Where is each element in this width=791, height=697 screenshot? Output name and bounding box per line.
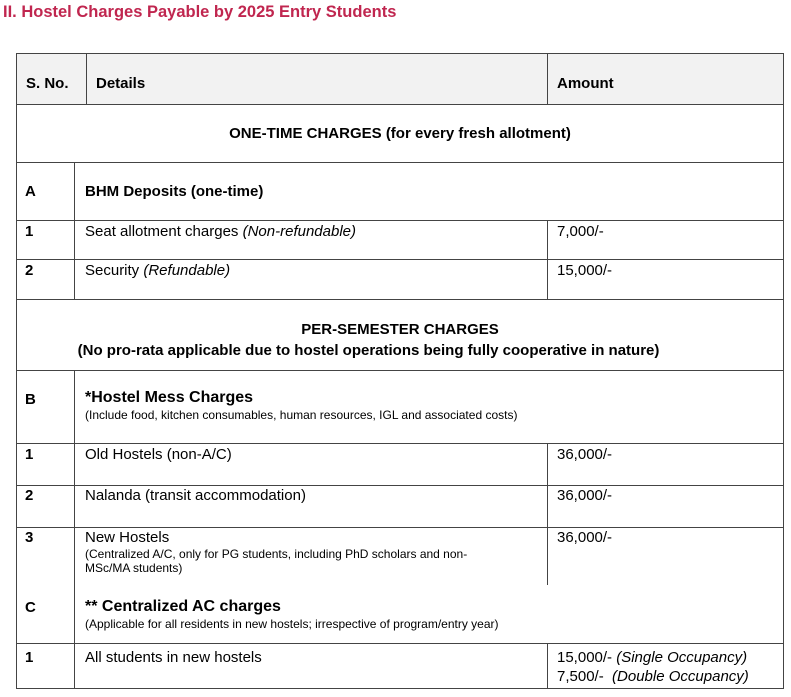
row-a1-note: (Non-refundable) [242, 223, 356, 240]
table-divider [16, 370, 784, 371]
row-c1-amount2: 7,500/- [557, 668, 613, 685]
section-a-title: BHM Deposits (one-time) [85, 183, 264, 200]
section-heading-onetime: ONE-TIME CHARGES (for every fresh allotment) [229, 125, 571, 142]
table-divider [16, 104, 784, 105]
section-b-title: *Hostel Mess Charges [85, 389, 254, 406]
row-a1-detail [85, 223, 356, 240]
row-c1-amount-double [557, 668, 749, 685]
table-divider [16, 162, 784, 163]
row-b2-amount: 36,000/- [557, 487, 613, 504]
row-b3-sub1: (Centralized A/C, only for PG students, including PhD scholars and non- [85, 547, 468, 561]
row-b3-amount: 36,000/- [557, 529, 613, 546]
row-b2-detail: Nalanda (transit accommodation) [85, 487, 306, 504]
table-border-left [16, 53, 17, 689]
row-a2-detail [85, 262, 230, 279]
row-c1-note2: (Double Occupancy) [612, 668, 749, 685]
table-divider [16, 299, 784, 300]
table-border-bottom [16, 688, 784, 689]
table-divider [16, 643, 784, 644]
section-subheading-semester: (No pro-rata applicable due to hostel operations being fully cooperative in nature) [77, 342, 660, 359]
header-sno: S. No. [26, 75, 69, 92]
section-a-label: A [25, 183, 36, 200]
row-c1-detail: All students in new hostels [85, 649, 262, 666]
page-title: II. Hostel Charges Payable by 2025 Entry Students [3, 3, 397, 21]
table-divider [16, 259, 784, 260]
row-b1-detail: Old Hostels (non-A/C) [85, 446, 232, 463]
row-b2-sno: 2 [25, 487, 34, 504]
col-divider [74, 162, 75, 299]
col-divider [547, 53, 548, 104]
header-details: Details [96, 75, 146, 92]
row-c1-note1: (Single Occupancy) [616, 649, 748, 666]
section-b-sub: (Include food, kitchen consumables, human resources, IGL and associated costs) [85, 408, 518, 422]
row-b3-sno: 3 [25, 529, 34, 546]
row-a2-sno: 2 [25, 262, 34, 279]
row-b3-detail: New Hostels [85, 529, 170, 546]
row-a1-amount: 7,000/- [557, 223, 604, 240]
col-divider [86, 53, 87, 104]
section-b-label: B [25, 391, 36, 408]
row-a1-sno: 1 [25, 223, 34, 240]
row-b3-sub2: MSc/MA students) [85, 561, 183, 575]
row-b1-sno: 1 [25, 446, 34, 463]
row-a1-detail-text: Seat allotment charges [85, 223, 243, 240]
table-divider [16, 485, 784, 486]
row-a2-note: (Refundable) [143, 262, 231, 279]
col-divider [547, 443, 548, 585]
section-c-label: C [25, 599, 36, 616]
col-divider [547, 220, 548, 299]
row-c1-amount1: 15,000/- [557, 649, 617, 666]
col-divider [74, 370, 75, 688]
table-divider [16, 527, 784, 528]
row-c1-sno: 1 [25, 649, 34, 666]
col-divider [547, 643, 548, 688]
section-heading-semester: PER-SEMESTER CHARGES [301, 321, 499, 338]
row-c1-amount-single [557, 649, 747, 666]
table-border-top [16, 53, 784, 54]
header-amount: Amount [557, 75, 614, 92]
table-divider [16, 443, 784, 444]
section-c-sub: (Applicable for all residents in new hostels; irrespective of program/entry year) [85, 617, 499, 631]
row-a2-amount: 15,000/- [557, 262, 613, 279]
section-c-title: ** Centralized AC charges [85, 598, 281, 615]
row-a2-detail-text: Security [85, 262, 144, 279]
table-border-right [783, 53, 784, 689]
table-divider [16, 220, 784, 221]
row-b1-amount: 36,000/- [557, 446, 613, 463]
